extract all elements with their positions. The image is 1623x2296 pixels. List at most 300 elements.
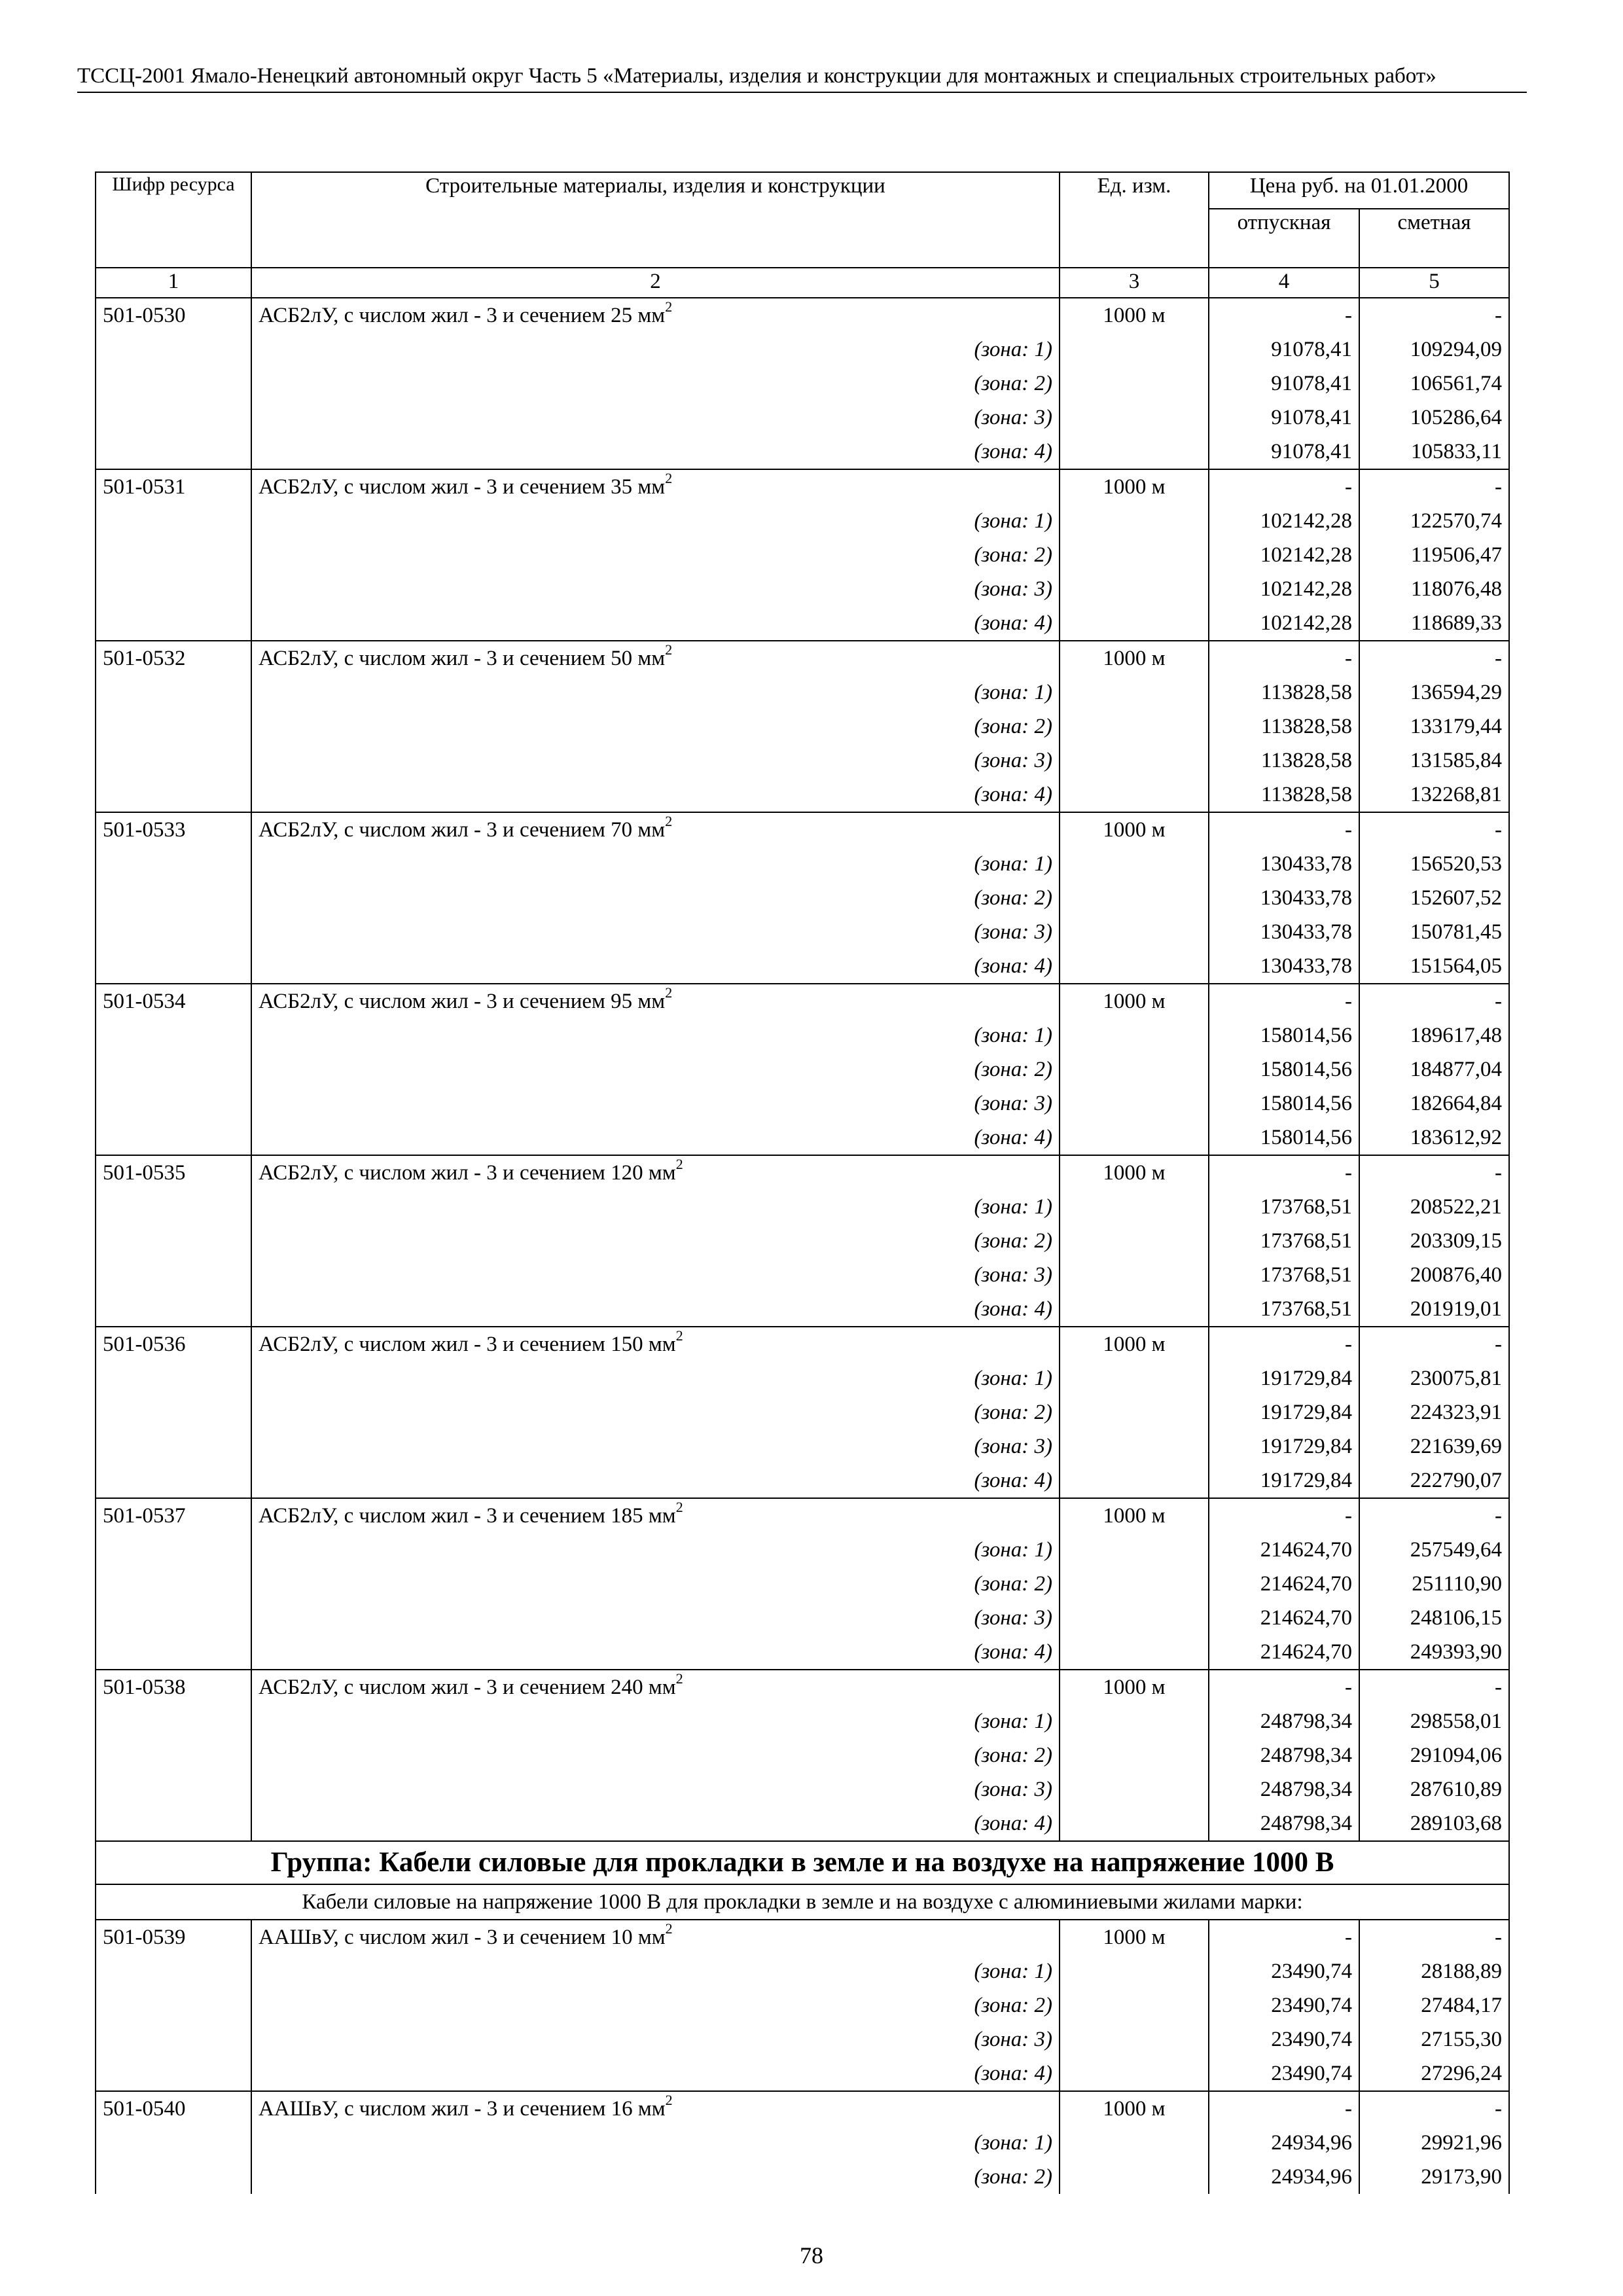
zone-row: [96, 1429, 1509, 1463]
zone-row: [96, 1635, 1509, 1670]
empty-cell: [1060, 1121, 1209, 1155]
item-name-text: АСБ2лУ, с числом жил - 3 и сечением 120 мм: [259, 1161, 676, 1185]
release-price: 214624,70: [1209, 1533, 1359, 1567]
estimate-price: -: [1359, 1498, 1509, 1533]
empty-cell: [1060, 1567, 1209, 1601]
release-price: 102142,28: [1209, 538, 1359, 572]
release-price: 158014,56: [1209, 1018, 1359, 1052]
zone-row: [96, 2056, 1509, 2091]
empty-cell: [96, 2022, 251, 2056]
estimate-price: 251110,90: [1359, 1567, 1509, 1601]
item-name-superscript: 2: [665, 470, 673, 486]
zone-row: [96, 367, 1509, 401]
zone-row: [96, 709, 1509, 744]
empty-cell: [96, 504, 251, 538]
empty-cell: [1060, 1806, 1209, 1841]
release-price: 102142,28: [1209, 572, 1359, 606]
item-name-text: АСБ2лУ, с числом жил - 3 и сечением 150 мм: [259, 1333, 676, 1356]
resource-code: 501-0536: [96, 1327, 251, 1361]
release-price: -: [1209, 812, 1359, 847]
empty-cell: [96, 332, 251, 367]
unit-cell: 1000 м: [1060, 641, 1209, 675]
zone-row: [96, 1806, 1509, 1841]
item-name-superscript: 2: [665, 2092, 673, 2108]
zone-label: (зона: 3): [251, 2022, 1060, 2056]
item-name: [251, 641, 1060, 675]
table-row: [96, 1327, 1509, 1361]
empty-cell: [96, 709, 251, 744]
release-price: 214624,70: [1209, 1635, 1359, 1670]
zone-row: [96, 538, 1509, 572]
estimate-price: 221639,69: [1359, 1429, 1509, 1463]
item-name-text: ААШвУ, с числом жил - 3 и сечением 10 мм: [259, 1926, 666, 1949]
empty-cell: [1060, 1395, 1209, 1429]
empty-cell: [1060, 1361, 1209, 1395]
empty-cell: [96, 881, 251, 915]
estimate-price: 201919,01: [1359, 1292, 1509, 1327]
item-name: [251, 469, 1060, 504]
unit-cell: 1000 м: [1060, 1327, 1209, 1361]
zone-label: (зона: 4): [251, 1463, 1060, 1498]
estimate-price: 222790,07: [1359, 1463, 1509, 1498]
item-name-superscript: 2: [675, 1327, 683, 1344]
release-price: 191729,84: [1209, 1361, 1359, 1395]
zone-label: (зона: 3): [251, 1601, 1060, 1635]
empty-cell: [96, 1988, 251, 2022]
group-section: [96, 1841, 1509, 1920]
release-price: 248798,34: [1209, 1738, 1359, 1772]
unit-cell: 1000 м: [1060, 1920, 1209, 1954]
empty-cell: [1060, 367, 1209, 401]
zone-row: [96, 1292, 1509, 1327]
table-row: [96, 298, 1509, 332]
zone-label: (зона: 1): [251, 1533, 1060, 1567]
estimate-price: 200876,40: [1359, 1258, 1509, 1292]
release-price: 173768,51: [1209, 1224, 1359, 1258]
zone-label: (зона: 1): [251, 2126, 1060, 2160]
zone-label: (зона: 2): [251, 1738, 1060, 1772]
zone-label: (зона: 4): [251, 778, 1060, 812]
estimate-price: 291094,06: [1359, 1738, 1509, 1772]
zone-label: (зона: 2): [251, 2160, 1060, 2194]
table-row: [96, 469, 1509, 504]
zone-label: (зона: 4): [251, 1121, 1060, 1155]
estimate-price: -: [1359, 984, 1509, 1018]
zone-label: (зона: 1): [251, 847, 1060, 881]
item-name-superscript: 2: [665, 813, 673, 829]
release-price: 23490,74: [1209, 2056, 1359, 2091]
empty-cell: [1060, 1018, 1209, 1052]
zone-row: [96, 1772, 1509, 1806]
empty-cell: [1060, 2160, 1209, 2194]
estimate-price: 152607,52: [1359, 881, 1509, 915]
empty-cell: [1060, 1292, 1209, 1327]
zone-row: [96, 572, 1509, 606]
item-name-text: АСБ2лУ, с числом жил - 3 и сечением 50 мм: [259, 647, 666, 670]
estimate-price: 184877,04: [1359, 1052, 1509, 1086]
group-title: Группа: Кабели силовые для прокладки в земле и на воздухе на напряжение 1000 В: [96, 1841, 1509, 1884]
zone-row: [96, 401, 1509, 435]
empty-cell: [1060, 1635, 1209, 1670]
empty-cell: [96, 1567, 251, 1601]
release-price: 91078,41: [1209, 435, 1359, 469]
zone-label: (зона: 2): [251, 367, 1060, 401]
item-name-superscript: 2: [675, 1499, 683, 1515]
estimate-price: 109294,09: [1359, 332, 1509, 367]
zone-row: [96, 1463, 1509, 1498]
zone-row: [96, 1533, 1509, 1567]
item-name-text: АСБ2лУ, с числом жил - 3 и сечением 35 мм: [259, 475, 666, 499]
item-name: [251, 2091, 1060, 2126]
item-name: [251, 984, 1060, 1018]
empty-cell: [1060, 778, 1209, 812]
resource-code: 501-0535: [96, 1155, 251, 1190]
empty-cell: [96, 401, 251, 435]
empty-cell: [96, 367, 251, 401]
zone-row: [96, 744, 1509, 778]
unit-cell: 1000 м: [1060, 1498, 1209, 1533]
zone-row: [96, 1395, 1509, 1429]
zone-row: [96, 915, 1509, 949]
estimate-price: 208522,21: [1359, 1190, 1509, 1224]
estimate-price: 150781,45: [1359, 915, 1509, 949]
empty-cell: [96, 1361, 251, 1395]
release-price: 91078,41: [1209, 401, 1359, 435]
release-price: 91078,41: [1209, 332, 1359, 367]
estimate-price: 298558,01: [1359, 1704, 1509, 1738]
release-price: 91078,41: [1209, 367, 1359, 401]
page-number: 78: [800, 2242, 823, 2269]
zone-row: [96, 435, 1509, 469]
table-row: [96, 1155, 1509, 1190]
zone-row: [96, 1052, 1509, 1086]
item-name: [251, 1670, 1060, 1704]
empty-cell: [96, 1018, 251, 1052]
release-price: 24934,96: [1209, 2126, 1359, 2160]
item-name: [251, 298, 1060, 332]
resource-code: 501-0530: [96, 298, 251, 332]
empty-cell: [1060, 538, 1209, 572]
item-name-superscript: 2: [665, 1920, 673, 1937]
zone-row: [96, 1361, 1509, 1395]
release-price: 23490,74: [1209, 1954, 1359, 1988]
item-name: [251, 1920, 1060, 1954]
estimate-price: 106561,74: [1359, 367, 1509, 401]
zone-row: [96, 949, 1509, 984]
estimate-price: 289103,68: [1359, 1806, 1509, 1841]
empty-cell: [96, 538, 251, 572]
empty-cell: [1060, 1429, 1209, 1463]
item-name: [251, 1155, 1060, 1190]
empty-cell: [96, 778, 251, 812]
estimate-price: 156520,53: [1359, 847, 1509, 881]
unit-cell: 1000 м: [1060, 298, 1209, 332]
zone-row: [96, 1954, 1509, 1988]
zone-label: (зона: 4): [251, 949, 1060, 984]
table-row: [96, 2091, 1509, 2126]
release-price: 113828,58: [1209, 778, 1359, 812]
price-table: [95, 171, 1510, 2194]
empty-cell: [96, 1463, 251, 1498]
empty-cell: [1060, 1954, 1209, 1988]
column-number: 2: [251, 268, 1060, 298]
release-price: 214624,70: [1209, 1567, 1359, 1601]
empty-cell: [1060, 332, 1209, 367]
zone-row: [96, 847, 1509, 881]
estimate-price: 27484,17: [1359, 1988, 1509, 2022]
empty-cell: [1060, 572, 1209, 606]
zone-label: (зона: 1): [251, 1704, 1060, 1738]
release-price: 191729,84: [1209, 1463, 1359, 1498]
unit-cell: 1000 м: [1060, 1155, 1209, 1190]
table-row: [96, 1920, 1509, 1954]
column-number: 4: [1209, 268, 1359, 298]
release-price: 130433,78: [1209, 915, 1359, 949]
empty-cell: [1060, 1533, 1209, 1567]
resource-code: 501-0531: [96, 469, 251, 504]
resource-code: 501-0534: [96, 984, 251, 1018]
zone-label: (зона: 3): [251, 1429, 1060, 1463]
resource-code: 501-0532: [96, 641, 251, 675]
zone-label: (зона: 4): [251, 2056, 1060, 2091]
empty-cell: [1060, 675, 1209, 709]
zone-label: (зона: 3): [251, 915, 1060, 949]
empty-cell: [96, 949, 251, 984]
column-number: 1: [96, 268, 251, 298]
zone-label: (зона: 1): [251, 1361, 1060, 1395]
empty-cell: [96, 744, 251, 778]
item-name: [251, 1327, 1060, 1361]
estimate-price: 105286,64: [1359, 401, 1509, 435]
empty-cell: [96, 1395, 251, 1429]
estimate-price: -: [1359, 469, 1509, 504]
estimate-price: 136594,29: [1359, 675, 1509, 709]
empty-cell: [1060, 1738, 1209, 1772]
empty-cell: [1060, 401, 1209, 435]
zone-row: [96, 1704, 1509, 1738]
estimate-price: 257549,64: [1359, 1533, 1509, 1567]
release-price: -: [1209, 298, 1359, 332]
empty-cell: [1060, 1772, 1209, 1806]
estimate-price: -: [1359, 1327, 1509, 1361]
release-price: 24934,96: [1209, 2160, 1359, 2194]
empty-cell: [1060, 2022, 1209, 2056]
estimate-price: 248106,15: [1359, 1601, 1509, 1635]
release-price: 173768,51: [1209, 1190, 1359, 1224]
column-header-price-group: Цена руб. на 01.01.2000: [1209, 172, 1509, 209]
zone-label: (зона: 1): [251, 504, 1060, 538]
item-name-text: АСБ2лУ, с числом жил - 3 и сечением 95 мм: [259, 990, 666, 1013]
item-name-text: АСБ2лУ, с числом жил - 3 и сечением 70 мм: [259, 818, 666, 842]
release-price: -: [1209, 1155, 1359, 1190]
empty-cell: [96, 675, 251, 709]
zone-row: [96, 1190, 1509, 1224]
column-header-unit: Ед. изм.: [1060, 172, 1209, 268]
item-name-superscript: 2: [665, 984, 673, 1001]
zone-row: [96, 1224, 1509, 1258]
estimate-price: 183612,92: [1359, 1121, 1509, 1155]
empty-cell: [96, 2056, 251, 2091]
empty-cell: [96, 1121, 251, 1155]
empty-cell: [1060, 1224, 1209, 1258]
empty-cell: [1060, 435, 1209, 469]
release-price: -: [1209, 641, 1359, 675]
empty-cell: [96, 606, 251, 641]
estimate-price: 224323,91: [1359, 1395, 1509, 1429]
release-price: 158014,56: [1209, 1086, 1359, 1121]
estimate-price: 132268,81: [1359, 778, 1509, 812]
zone-label: (зона: 3): [251, 1258, 1060, 1292]
release-price: 102142,28: [1209, 606, 1359, 641]
release-price: -: [1209, 984, 1359, 1018]
empty-cell: [1060, 1601, 1209, 1635]
page-header: ТССЦ-2001 Ямало-Ненецкий автономный округ Часть 5 «Материалы, изделия и конструкции для монтажных и специальных строительных работ»: [77, 63, 1527, 93]
empty-cell: [1060, 504, 1209, 538]
unit-cell: 1000 м: [1060, 812, 1209, 847]
estimate-price: 105833,11: [1359, 435, 1509, 469]
zone-label: (зона: 4): [251, 435, 1060, 469]
estimate-price: 118689,33: [1359, 606, 1509, 641]
unit-cell: 1000 м: [1060, 469, 1209, 504]
group-subtitle: Кабели силовые на напряжение 1000 В для прокладки в земле и на воздухе с алюминиевыми жилами марки:: [96, 1884, 1509, 1920]
empty-cell: [96, 435, 251, 469]
unit-cell: 1000 м: [1060, 2091, 1209, 2126]
zone-label: (зона: 1): [251, 332, 1060, 367]
empty-cell: [1060, 881, 1209, 915]
zone-row: [96, 1258, 1509, 1292]
table-row: [96, 1498, 1509, 1533]
zone-row: [96, 1601, 1509, 1635]
empty-cell: [96, 2126, 251, 2160]
estimate-price: 133179,44: [1359, 709, 1509, 744]
item-name-text: АСБ2лУ, с числом жил - 3 и сечением 25 мм: [259, 304, 666, 327]
empty-cell: [96, 1954, 251, 1988]
zone-label: (зона: 1): [251, 1954, 1060, 1988]
zone-label: (зона: 2): [251, 1224, 1060, 1258]
release-price: -: [1209, 2091, 1359, 2126]
resource-code: 501-0540: [96, 2091, 251, 2126]
zone-label: (зона: 1): [251, 1190, 1060, 1224]
empty-cell: [1060, 2126, 1209, 2160]
empty-cell: [1060, 1052, 1209, 1086]
zone-label: (зона: 2): [251, 709, 1060, 744]
empty-cell: [1060, 1190, 1209, 1224]
release-price: 158014,56: [1209, 1121, 1359, 1155]
item-name-superscript: 2: [665, 641, 673, 658]
release-price: 191729,84: [1209, 1429, 1359, 1463]
estimate-price: -: [1359, 298, 1509, 332]
release-price: 191729,84: [1209, 1395, 1359, 1429]
zone-label: (зона: 4): [251, 1635, 1060, 1670]
item-name-superscript: 2: [665, 298, 673, 315]
empty-cell: [96, 1258, 251, 1292]
estimate-price: -: [1359, 1920, 1509, 1954]
resource-code: 501-0539: [96, 1920, 251, 1954]
empty-cell: [1060, 847, 1209, 881]
empty-cell: [96, 1806, 251, 1841]
estimate-price: 151564,05: [1359, 949, 1509, 984]
zone-label: (зона: 4): [251, 1806, 1060, 1841]
release-price: 23490,74: [1209, 2022, 1359, 2056]
item-name-superscript: 2: [675, 1156, 683, 1172]
zone-row: [96, 504, 1509, 538]
estimate-price: 27155,30: [1359, 2022, 1509, 2056]
release-price: 102142,28: [1209, 504, 1359, 538]
column-number: 3: [1060, 268, 1209, 298]
release-price: 158014,56: [1209, 1052, 1359, 1086]
empty-cell: [1060, 709, 1209, 744]
empty-cell: [96, 1190, 251, 1224]
column-number: 5: [1359, 268, 1509, 298]
release-price: -: [1209, 1327, 1359, 1361]
estimate-price: 203309,15: [1359, 1224, 1509, 1258]
release-price: 173768,51: [1209, 1292, 1359, 1327]
resource-code: 501-0538: [96, 1670, 251, 1704]
release-price: 113828,58: [1209, 744, 1359, 778]
release-price: -: [1209, 1670, 1359, 1704]
estimate-price: 29173,90: [1359, 2160, 1509, 2194]
empty-cell: [1060, 1086, 1209, 1121]
estimate-price: -: [1359, 2091, 1509, 2126]
empty-cell: [96, 1052, 251, 1086]
empty-cell: [1060, 1258, 1209, 1292]
empty-cell: [1060, 2056, 1209, 2091]
estimate-price: 230075,81: [1359, 1361, 1509, 1395]
release-price: -: [1209, 469, 1359, 504]
empty-cell: [96, 1086, 251, 1121]
estimate-price: 29921,96: [1359, 2126, 1509, 2160]
release-price: 23490,74: [1209, 1988, 1359, 2022]
release-price: -: [1209, 1498, 1359, 1533]
empty-cell: [96, 1704, 251, 1738]
table-row: [96, 812, 1509, 847]
table-row: [96, 641, 1509, 675]
empty-cell: [96, 1738, 251, 1772]
zone-row: [96, 1121, 1509, 1155]
zone-row: [96, 606, 1509, 641]
empty-cell: [1060, 949, 1209, 984]
empty-cell: [1060, 744, 1209, 778]
unit-cell: 1000 м: [1060, 984, 1209, 1018]
release-price: 214624,70: [1209, 1601, 1359, 1635]
zone-label: (зона: 2): [251, 1052, 1060, 1086]
empty-cell: [1060, 1704, 1209, 1738]
item-name-text: ААШвУ, с числом жил - 3 и сечением 16 мм: [259, 2097, 666, 2121]
estimate-price: 182664,84: [1359, 1086, 1509, 1121]
table-row: [96, 1670, 1509, 1704]
item-name: [251, 812, 1060, 847]
item-name: [251, 1498, 1060, 1533]
estimate-price: -: [1359, 1155, 1509, 1190]
estimate-price: -: [1359, 812, 1509, 847]
zone-row: [96, 2126, 1509, 2160]
item-name-text: АСБ2лУ, с числом жил - 3 и сечением 185 мм: [259, 1504, 676, 1528]
empty-cell: [96, 915, 251, 949]
zone-row: [96, 1086, 1509, 1121]
zone-label: (зона: 2): [251, 881, 1060, 915]
estimate-price: 249393,90: [1359, 1635, 1509, 1670]
estimate-price: 28188,89: [1359, 1954, 1509, 1988]
zone-label: (зона: 4): [251, 1292, 1060, 1327]
column-header-name: Строительные материалы, изделия и конструкции: [251, 172, 1060, 268]
unit-cell: 1000 м: [1060, 1670, 1209, 1704]
zone-label: (зона: 3): [251, 401, 1060, 435]
release-price: 248798,34: [1209, 1806, 1359, 1841]
empty-cell: [96, 847, 251, 881]
zone-label: (зона: 2): [251, 1988, 1060, 2022]
zone-row: [96, 881, 1509, 915]
estimate-price: 119506,47: [1359, 538, 1509, 572]
